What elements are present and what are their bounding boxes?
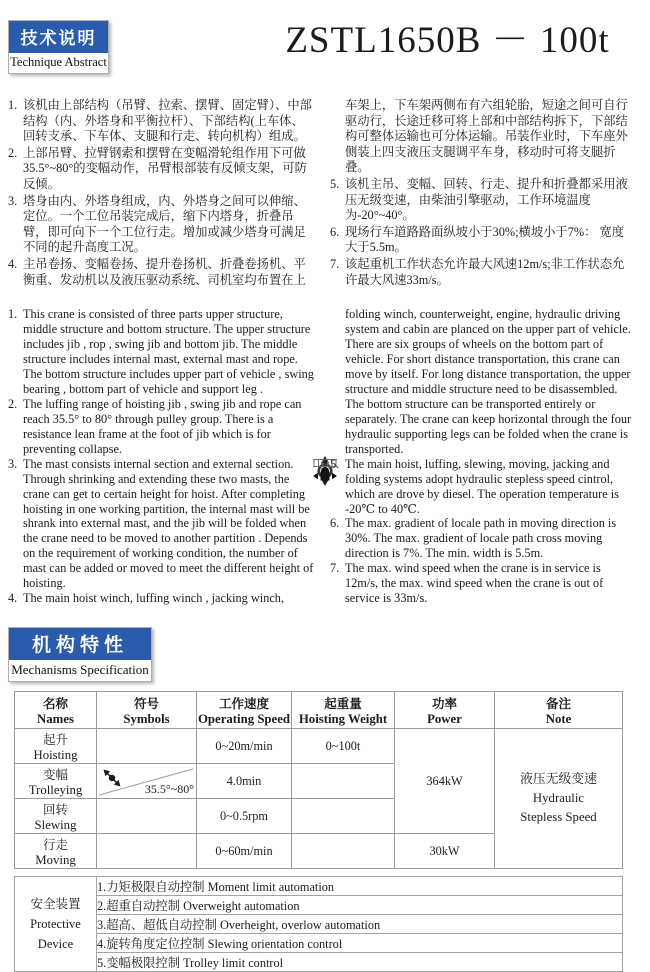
safety-label-en-line2: Device: [37, 937, 74, 952]
abstract-en-item-4: 4. The main hoist winch, luffing winch , jacking winch,: [8, 591, 285, 606]
abstract-cn-item-4: 4. 主吊卷扬、变幅卷扬、提升卷扬机、折叠卷扬机、平衡重、发动机以及液压驱动系统、司机室均布置在上: [8, 257, 306, 287]
abstract-en-item-7: 7. The max. wind speed when the crane is in service is 12m/s, the max. wind speed when the crane is out of service is 33m/s.: [330, 561, 604, 606]
hoisting-speed-value: 0~20m/min: [197, 729, 292, 764]
hoisting-name-cell: 起升 Hoisting: [15, 729, 97, 764]
abstract-cn-item-4-cont: 车架上，下车架两侧布有六组轮胎，短途之间可自行驱动行，长途迁移可将上部和中部结构拆下，下部结构可整体运输也可分体运输。吊装作业时，下车座外侧装上四支液压支腿调平车身，移动时可将支腿折叠。: [345, 98, 628, 175]
abstract-cn-item-7: 7. 该起重机工作状态允许最大风速12m/s;非工作状态允许最大风速33m/s。: [330, 257, 625, 287]
col-header-names: 名称 Names: [15, 692, 97, 729]
col-header-hoisting-weight: 起重量 Hoisting Weight: [292, 692, 395, 729]
safety-item-5: 5.变幅极限控制 Trolley limit control: [97, 953, 623, 972]
moving-symbol-cell: [97, 834, 197, 869]
note-en-line2: Stepless Speed: [520, 810, 597, 825]
mechanisms-tag-cn: 机构特性: [9, 628, 151, 660]
col-header-note: 备注 Note: [495, 692, 623, 729]
slewing-name-cell: 回转 Slewing: [15, 799, 97, 834]
trolleying-name-cell: 变幅 Trolleying: [15, 764, 97, 799]
safety-label-cn: 安全装置: [30, 897, 81, 912]
note-en-line1: Hydraulic: [532, 790, 585, 805]
moving-name-cell: 行走 Moving: [15, 834, 97, 869]
safety-item-1: 1.力矩极限自动控制 Moment limit automation: [97, 877, 623, 896]
table-row-moving: [15, 834, 623, 869]
safety-row-5: [15, 953, 623, 972]
col-header-symbols: 符号 Symbols: [97, 692, 197, 729]
abstract-cn-item-2: 2. 上部吊臂、拉臂钢索和摆臂在变幅滑轮组作用下可做35.5°~80°的变幅动作，吊臂根部装有反倾支架，可防反倾。: [8, 145, 307, 192]
abstract-en-item-6: 6. The max. gradient of locale path in moving direction is 30%. The max. gradient of locale path cross moving direction is 7%. The min. width is 5.5m.: [330, 516, 617, 561]
moving-speed-value: 0~60m/min: [197, 834, 292, 869]
slewing-speed-value: 0~0.5rpm: [197, 799, 292, 834]
abstract-cn-item-6: 6. 现场行车道路路面纵坡小于30%;横坡小于7%： 宽度大于5.5m。: [330, 224, 625, 255]
section-tag-cn: 技术说明: [9, 21, 108, 53]
power-moving-value: 30kW: [395, 834, 495, 869]
abstract-en-item-5: 5. The main hoist, luffing, slewing, moving, jacking and folding systems adopt hydraulic stepless speed cintrol, which are drove by diesel. The operation temperature is -20℃ to 40℃.: [330, 456, 619, 516]
hoisting-weight-value: 0~100t: [292, 729, 395, 764]
col-header-power: 功率 Power: [395, 692, 495, 729]
safety-item-4: 4.旋转角度定位控制 Slewing orientation control: [97, 934, 623, 953]
safety-item-3: 3.超高、超低自动控制 Overheight, overlow automation: [97, 915, 623, 934]
safety-item-2: 2.超重自动控制 Overweight automation: [97, 896, 623, 915]
abstract-cn-item-3: 3. 塔身由内、外塔身组成，内、外塔身之间可以伸缩、定位。一个工位吊装完成后，缩下内塔身，折叠吊臂，即可向下一个工位行走。增加或减少塔身可满足不同的起升高度工况。: [8, 193, 306, 255]
abstract-en-item-4-cont: folding winch, counterweight, engine, hydraulic driving system and cabin are planced on the upper part of vehicle. There are six groups of wheels on the bottom part of vehicle. For short distance transportation, this crane can move by itself. For long distance transportation, the upper structure and middle structure need to be disassembled. The bottom structure can be transported entirely or separately. The crane can keep horizontal through the four hydraulic supporting legs can be folded when the crane is transported.: [345, 307, 632, 456]
page-title: ZSTL1650B － 100t: [285, 20, 610, 61]
col-header-operating-speed: 工作速度 Operating Speed: [197, 692, 292, 729]
trolleying-speed-value: 4.0min: [197, 764, 292, 799]
abstract-en-item-1: 1. This crane is consisted of three parts upper structure, middle structure and bottom structure. The upper structure includes jib , rop , swing jib and bottom jib. The middle structure includes internal mast, external mast and rope. The bottom structure includes upper part of vehicle , swing bearing , bottom part of vehicle and support leg .: [8, 307, 314, 396]
luffing-angle-range-label: 35.5°~80°: [144, 782, 194, 797]
abstract-cn-item-1: 1. 该机由上部结构（吊臂、拉索、摆臂、固定臂）、中部结构（内、外塔身和平衡拉杆）、下部结构(上车体、回转支承、下车体、支腿和行走、转向机构）组成。: [8, 98, 312, 144]
mechanisms-table: [14, 691, 623, 869]
power-main-value: 364kW: [395, 729, 495, 834]
note-cn: 液压无级变速: [520, 771, 597, 786]
section-tag-en: Technique Abstract: [10, 55, 107, 69]
abstract-en-item-3: 3. The mast consists internal section and external section. Through shrinking and extending these two masts, the crane can get to certain height for hoist. After completing hoisting in one working partition, the internal mast will be shrank into external mast, and the jib will be folded when the crane need to be moved to another partition . Depends on the requirement of working condition, the number of mast can be added or moved to meet the different height of hoisting.: [8, 456, 314, 591]
safety-label-en-line1: Protective: [30, 917, 81, 932]
abstract-cn-item-5: 5. 该机主吊、变幅、回转、行走、提升和折叠都采用液压无级变速，由柴油引擎驱动，工作环境温度为-20°~40°。: [330, 177, 628, 223]
abstract-en-item-2: 2. The luffing range of hoisting jib , swing jib and rope can reach 35.5° to 80° through pulley group. There is a resistance lean frame at the foot of jib which is for preventing collapse.: [8, 396, 302, 456]
mechanisms-tag-en: Mechanisms Specification: [11, 662, 149, 678]
